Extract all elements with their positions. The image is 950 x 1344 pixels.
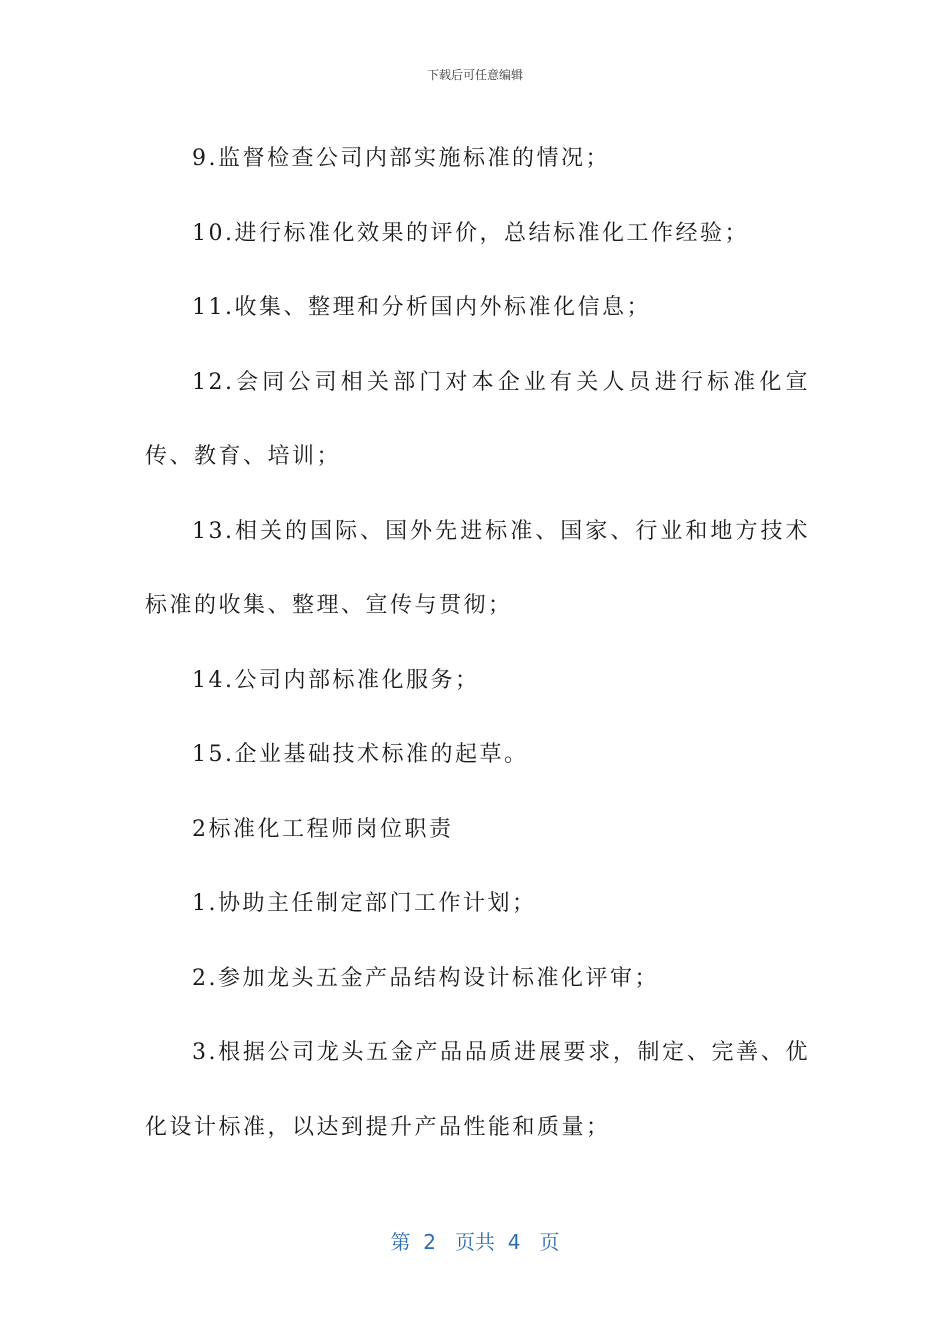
page-header: 下载后可任意编辑	[426, 68, 523, 82]
duty-item-1: 1.协助主任制定部门工作计划；	[192, 891, 537, 916]
document-body	[145, 122, 810, 1165]
paragraph-item-9: 9.监督检查公司内部实施标准的情况；	[192, 146, 610, 171]
paragraph-item-13: 13.相关的国际、国外先进标准、国家、行业和地方技术标准的收集、整理、宣传与贯彻；	[145, 518, 810, 618]
paragraph-item-14: 14.公司内部标准化服务；	[192, 667, 480, 693]
paragraph-item-15: 15.企业基础技术标准的起草。	[192, 742, 529, 767]
duty-item-3: 3.根据公司龙头五金产品品质进展要求，制定、完善、优化设计标准，以达到提升产品性能和质量；	[145, 1040, 810, 1140]
paragraph-item-12: 12.会同公司相关部门对本企业有关人员进行标准化宣传、教育、培训；	[145, 369, 810, 469]
footer-total-pages: 4	[507, 1230, 521, 1254]
footer-prefix: 第	[390, 1230, 411, 1254]
footer-current-page: 2	[423, 1230, 436, 1254]
page-footer	[0, 1226, 950, 1255]
paragraph-item-10: 10.进行标准化效果的评价，总结标准化工作经验；	[192, 220, 749, 246]
footer-suffix: 页	[539, 1230, 560, 1254]
paragraph-item-11: 11.收集、整理和分析国内外标准化信息；	[192, 295, 651, 320]
duty-item-2: 2.参加龙头五金产品结构设计标准化评审；	[192, 965, 659, 991]
footer-middle: 页共	[455, 1230, 495, 1254]
section-heading: 2标准化工程师岗位职责	[192, 816, 454, 842]
